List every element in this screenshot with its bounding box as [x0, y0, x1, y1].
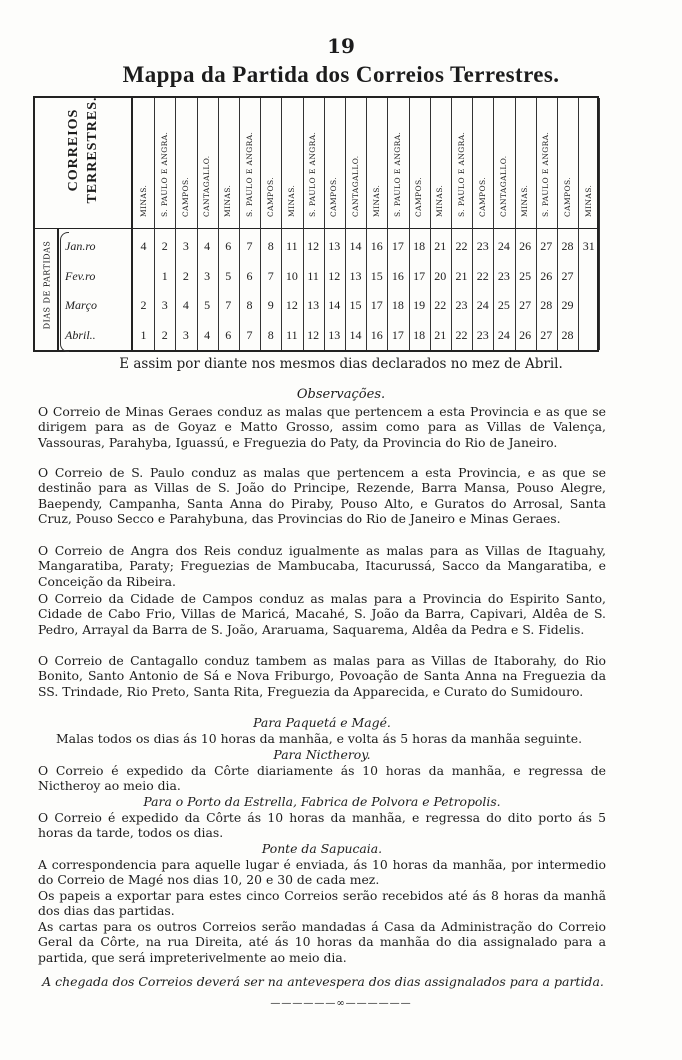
day-cell: 2 — [140, 298, 147, 312]
column-header-label: S. PAULO E ANGRA. — [456, 131, 466, 217]
day-cell: 2 — [161, 239, 168, 253]
day-cell: 23 — [476, 327, 489, 342]
day-cell: 3 — [204, 268, 211, 283]
day-cell: 12 — [307, 327, 320, 342]
day-cell: 22 — [434, 298, 447, 312]
schedule-table — [33, 96, 599, 352]
day-cell: 28 — [561, 239, 574, 253]
day-cell: 17 — [391, 239, 404, 253]
paragraph-angra: O Correio de Angra dos Reis conduz igualmente as malas para as Villas de Itaguahy, Mangaratiba, Paraty; Freguezias de Mambucaba, Itacurussá, Sacco da Mangaratiba, e Conceição da Ribeira. — [38, 543, 606, 589]
observations-title: Observações. — [296, 387, 386, 402]
header-divider — [35, 228, 597, 229]
day-cell: 22 — [455, 239, 468, 253]
day-cell: 8 — [246, 298, 253, 312]
column-header-label: CAMPOS. — [265, 176, 275, 217]
column-header-label: S. PAULO E ANGRA. — [308, 131, 318, 217]
column-header-label: S. PAULO E ANGRA. — [392, 131, 402, 217]
column-header-label: CANTAGALLO. — [202, 155, 212, 217]
paragraph-cartas: As cartas para os outros Correios serão mandadas á Casa da Administração do Correio Geral da Côrte, na rua Direita, até ás 10 horas da manhãa do dia assignalado para a partida, que será impreterivelmente ao meio dia. — [38, 919, 606, 965]
paragraph-sao-paulo: O Correio de S. Paulo conduz as malas que pertencem a esta Provincia, e as que se destinão para as Villas de S. João do Principe, Rezende, Barra Mansa, Pouso Alegre, Baependy, Campanha, Santa Anna do Piraby, Pouso Alto, e Guratos do Arrosal, Santa Cruz, Pouso Secco e Parahybuna, das Provincias do Rio de Janeiro e Minas Geraes. — [38, 465, 606, 527]
month-label: Abril.. — [65, 327, 96, 342]
column-header — [175, 102, 196, 228]
day-cell: 21 — [434, 327, 447, 342]
day-cell: 3 — [182, 327, 189, 342]
column-header-label: S. PAULO E ANGRA. — [541, 131, 551, 217]
column-header — [493, 102, 514, 228]
day-cell: 3 — [182, 239, 189, 253]
day-cell: 23 — [455, 298, 468, 312]
column-header-label: CAMPOS. — [414, 176, 424, 217]
day-cell: 25 — [519, 268, 532, 283]
corner-label-line2: TERRESTRES. — [85, 96, 100, 204]
column-divider — [599, 98, 600, 350]
day-cell: 1 — [161, 268, 168, 283]
day-cell: 22 — [476, 268, 489, 283]
day-cell: 14 — [349, 327, 362, 342]
column-header — [536, 102, 557, 228]
column-header — [260, 102, 281, 228]
day-cell: 25 — [497, 298, 510, 312]
section-title-estrella: Para o Porto da Estrella, Fabrica de Polvora e Petropolis. — [143, 794, 501, 809]
day-cell: 28 — [561, 327, 574, 342]
day-cell: 12 — [328, 268, 341, 283]
day-cell: 11 — [286, 239, 298, 253]
day-cell: 13 — [328, 327, 341, 342]
day-cell: 28 — [540, 298, 553, 312]
month-label: Jan.ro — [65, 239, 96, 253]
column-header-label: CANTAGALLO. — [498, 155, 508, 217]
column-header — [154, 102, 175, 228]
column-header-label: MINAS. — [435, 184, 445, 217]
day-cell: 27 — [540, 239, 553, 253]
day-cell: 3 — [161, 298, 168, 312]
column-header-label: MINAS. — [286, 184, 296, 217]
day-cell: 17 — [370, 298, 383, 312]
day-cell: 12 — [307, 239, 320, 253]
day-cell: 7 — [225, 298, 232, 312]
day-cell: 14 — [349, 239, 362, 253]
column-header — [578, 102, 599, 228]
day-cell: 13 — [328, 239, 341, 253]
side-label-divider — [57, 228, 59, 350]
day-cell: 2 — [161, 327, 168, 342]
column-header — [430, 102, 451, 228]
column-header — [324, 102, 345, 228]
day-cell: 13 — [307, 298, 320, 312]
section-text-nictheroy: O Correio é expedido da Côrte diariamente ás 10 horas da manhãa, e regressa de Nictheroy ao meio dia. — [38, 763, 606, 794]
day-cell: 8 — [267, 239, 274, 253]
page-title: Mappa da Partida dos Correios Terrestres. — [122, 62, 560, 87]
day-cell: 6 — [225, 327, 232, 342]
section-text-sapucaia: A correspondencia para aquelle lugar é enviada, ás 10 horas da manhãa, por intermedio do Correio de Magé nos dias 10, 20 e 30 de cada mez. — [38, 857, 606, 888]
day-cell: 7 — [246, 239, 253, 253]
day-cell: 16 — [370, 239, 383, 253]
day-cell: 5 — [225, 268, 232, 283]
day-cell: 11 — [286, 327, 298, 342]
day-cell: 26 — [540, 268, 553, 283]
column-header — [472, 102, 493, 228]
day-cell: 12 — [285, 298, 298, 312]
day-cell: 16 — [370, 327, 383, 342]
month-label: Fev.ro — [65, 268, 96, 283]
day-cell: 21 — [455, 268, 468, 283]
column-header — [218, 102, 239, 228]
column-header — [515, 102, 536, 228]
day-cell: 27 — [540, 327, 553, 342]
column-header-label: MINAS. — [371, 184, 381, 217]
day-cell: 13 — [349, 268, 362, 283]
day-cell: 26 — [519, 239, 532, 253]
section-text-estrella: O Correio é expedido da Côrte ás 10 horas da manhãa, e regressa do dito porto ás 5 horas da tarde, todos os dias. — [38, 810, 606, 841]
day-cell: 4 — [204, 239, 211, 253]
day-cell: 17 — [413, 268, 426, 283]
section-title-sapucaia: Ponte da Sapucaia. — [261, 841, 383, 856]
day-cell: 10 — [285, 268, 298, 283]
day-cell: 27 — [519, 298, 532, 312]
day-cell: 20 — [434, 268, 447, 283]
day-cell: 2 — [182, 268, 189, 283]
column-header-label: CAMPOS. — [477, 176, 487, 217]
day-cell: 4 — [182, 298, 189, 312]
day-cell: 18 — [391, 298, 404, 312]
day-cell: 19 — [413, 298, 426, 312]
paragraph-campos: O Correio da Cidade de Campos conduz as malas para a Provincia do Espirito Santo, Cidade de Cabo Frio, Villas de Maricá, Macahé, S. João da Barra, Capivari, Aldêa de S. Pedro, Arrayal da Barra de S. João, Araruama, Saquarema, Aldêa da Pedra e S. Fidelis. — [38, 591, 606, 637]
day-cell: 6 — [246, 268, 253, 283]
paragraph-minas: O Correio de Minas Geraes conduz as malas que pertencem a esta Provincia e as que se dirigem para as de Goyaz e Matto Grosso, assim como para as Villas de Valença, Vassouras, Parahyba, Iguassú, e Freguezia do Paty, da Provincia do Rio de Janeiro. — [38, 404, 606, 450]
column-header-label: CAMPOS. — [180, 176, 190, 217]
column-header — [281, 102, 302, 228]
day-cell: 8 — [267, 327, 274, 342]
column-header-label: MINAS. — [223, 184, 233, 217]
section-text-paqueta: Malas todos os dias ás 10 horas da manhãa, e volta ás 5 horas da manhãa seguinte. — [56, 731, 583, 746]
column-header — [345, 102, 366, 228]
day-cell: 1 — [140, 327, 147, 342]
day-cell: 24 — [497, 239, 510, 253]
day-cell: 4 — [204, 327, 211, 342]
day-cell: 23 — [476, 239, 489, 253]
day-cell: 15 — [370, 268, 383, 283]
paragraph-papeis: Os papeis a exportar para estes cinco Correios serão recebidos até ás 8 horas da manhã dos dias das partidas. — [38, 888, 606, 919]
day-cell: 15 — [349, 298, 362, 312]
day-cell: 27 — [561, 268, 574, 283]
column-header-label: MINAS. — [138, 184, 148, 217]
day-cell: 17 — [391, 327, 404, 342]
table-note: E assim por diante nos mesmos dias declarados no mez de Abril. — [119, 356, 563, 372]
column-header — [239, 102, 260, 228]
day-cell: 18 — [413, 239, 426, 253]
day-cell: 7 — [246, 327, 253, 342]
day-cell: 21 — [434, 239, 447, 253]
day-cell: 24 — [497, 327, 510, 342]
day-cell: 6 — [225, 239, 232, 253]
day-cell: 18 — [413, 327, 426, 342]
column-header — [197, 102, 218, 228]
column-header-label: S. PAULO E ANGRA. — [244, 131, 254, 217]
final-line: A chegada dos Correios deverá ser na antevespera dos dias assignalados para a partida. — [42, 974, 604, 989]
paragraph-cantagallo: O Correio de Cantagallo conduz tambem as malas para as Villas de Itaborahy, do Rio Bonito, Santo Antonio de Sá e Nova Friburgo, Povoação de Santa Anna na Freguezia da SS. Trindade, Rio Preto, Santa Rita, Freguezia da Apparecida, e Curato do Sumidouro. — [38, 653, 606, 699]
day-cell: 16 — [391, 268, 404, 283]
day-cell: 4 — [140, 239, 147, 253]
column-header-label: CAMPOS. — [329, 176, 339, 217]
corner-label — [64, 96, 102, 203]
section-title-paqueta: Para Paquetá e Magé. — [253, 715, 391, 730]
column-header — [303, 102, 324, 228]
column-header-label: MINAS. — [583, 184, 593, 217]
day-cell: 24 — [476, 298, 489, 312]
corner-label-line1: CORREIOS — [66, 108, 81, 192]
column-header-label: S. PAULO E ANGRA. — [159, 131, 169, 217]
day-cell: 31 — [582, 239, 595, 253]
day-cell: 26 — [519, 327, 532, 342]
day-cell: 11 — [307, 268, 319, 283]
day-cell: 14 — [328, 298, 341, 312]
column-header — [366, 102, 387, 228]
day-cell: 22 — [455, 327, 468, 342]
column-header-label: MINAS. — [520, 184, 530, 217]
day-cell: 9 — [267, 298, 274, 312]
column-header-label: CANTAGALLO. — [350, 155, 360, 217]
day-cell: 5 — [204, 298, 211, 312]
column-header-label: CAMPOS. — [562, 176, 572, 217]
day-cell: 23 — [497, 268, 510, 283]
section-title-nictheroy: Para Nictheroy. — [273, 747, 371, 762]
page-number: 19 — [327, 34, 355, 58]
day-cell: 29 — [561, 298, 574, 312]
fleuron-ornament: ——————∞—————— — [270, 998, 412, 1009]
column-header — [557, 102, 578, 228]
column-header — [387, 102, 408, 228]
column-header — [451, 102, 472, 228]
column-header — [409, 102, 430, 228]
side-label: DIAS DE PARTIDAS — [42, 240, 52, 330]
column-header — [133, 102, 154, 228]
month-label: Março — [65, 298, 97, 312]
day-cell: 7 — [267, 268, 274, 283]
